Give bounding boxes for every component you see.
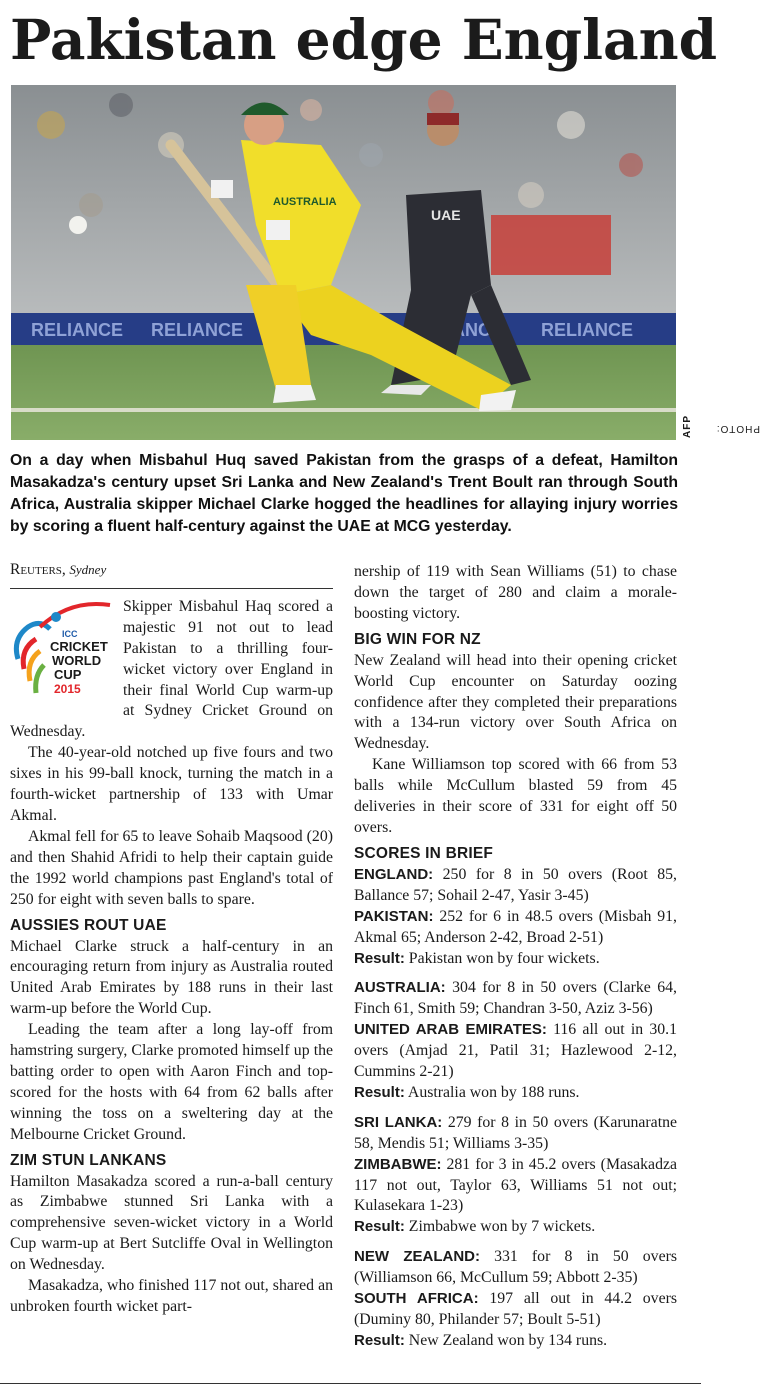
cricket-photo-illustration [11, 85, 676, 440]
subheading: SCORES IN BRIEF [354, 844, 494, 862]
news-photo [11, 85, 676, 440]
standfirst: On a day when Misbahul Huq saved Pakistan from the grasps of a defeat, Hamilton Masakadza's century upset Sri Lanka and New Zealand's Trent Boult ran through South Africa, Australia skipper Michael Clarke hogged the headlines for allaying injury worries by scoring a fluent half-century against the UAE at MCG yesterday. [10, 452, 678, 535]
paragraph: Skipper Misbahul Haq scored a majestic 91 not out to lead Pakistan to a thrilling four-wicket victory over England in their final World Cup warm-up at Sydney Cricket Ground on Wednesday. [10, 597, 333, 741]
paragraph: Kane Williamson top scored with 66 from 53 balls while McCullum blasted 59 from 45 deliveries in their score of 331 for eight off 50 overs. [354, 756, 677, 836]
photo-credit-source: AFP [682, 415, 693, 438]
score-result: Result: Zimbabwe won by 7 wickets. [354, 1218, 596, 1236]
paragraph: New Zealand will head into their opening cricket World Cup encounter on Saturday oozing confidence after they completed their preparations with a 134-run victory over South Africa on Wednesday. [354, 651, 677, 753]
score-result: Result: Australia won by 188 runs. [354, 1083, 580, 1101]
paragraph: Akmal fell for 65 to leave Sohaib Maqsood (20) and then Shahid Afridi to help their captain guide the 1992 world champions past England's total of 250 for eight with seven balls to spare. [10, 827, 333, 908]
svg-text:CRICKET: CRICKET [50, 638, 108, 654]
score-line: SOUTH AFRICA: 197 all out in 44.2 overs (Duminy 80, Philander 57; Boult 5-51) [354, 1290, 677, 1328]
paragraph: Michael Clarke struck a half-century in an encouraging return from injury as Australia routed United Arab Emirates by 188 runs in their last warm-up before the World Cup. [10, 937, 333, 1018]
byline-agency: Reuters, [10, 561, 66, 578]
subheading: BIG WIN FOR NZ [354, 630, 481, 648]
svg-text:UAE: UAE [431, 207, 461, 223]
article-column-1 [10, 560, 333, 1318]
score-result: Result: New Zealand won by 134 runs. [354, 1331, 608, 1349]
score-line: PAKISTAN: 252 for 6 in 48.5 overs (Misbah 91, Akmal 65; Anderson 2-42, Broad 2-51) [354, 907, 677, 946]
svg-text:2015: 2015 [54, 681, 81, 696]
svg-text:CUP: CUP [54, 666, 82, 682]
svg-text:RELIANCE: RELIANCE [541, 320, 634, 340]
cricket-world-cup-logo [10, 599, 113, 703]
svg-text:AUSTRALIA: AUSTRALIA [273, 196, 337, 208]
svg-text:RELIANCE: RELIANCE [31, 320, 124, 340]
headline: Pakistan edge England [10, 7, 718, 72]
svg-text:ICC: ICC [62, 628, 78, 639]
svg-text:RELIANCE: RELIANCE [151, 320, 244, 340]
paragraph: Leading the team after a long lay-off from hamstring surgery, Clarke promoted himself up the batting order to open with Aaron Finch and top-scored for the hosts with 64 from 62 balls after winning the toss on a sweltering day at the Melbourne Cricket Ground. [10, 1021, 333, 1143]
score-line: NEW ZEALAND: 331 for 8 in 50 overs (Williamson 66, McCullum 59; Abbott 2-35) [354, 1248, 677, 1287]
score-line: UNITED ARAB EMIRATES: 116 all out in 30.1 overs (Amjad 21, Patil 31; Hazlewood 2-12, Cummins 2-21) [354, 1021, 677, 1081]
byline-place: Sydney [69, 562, 107, 577]
score-line: AUSTRALIA: 304 for 8 in 50 overs (Clarke 64, Finch 61, Smith 59; Chandran 3-50, Aziz 3-56) [354, 979, 677, 1018]
subheading: ZIM STUN LANKANS [10, 1151, 167, 1169]
photo-credit-label: PHOTO: [715, 423, 760, 434]
score-line: ENGLAND: 250 for 8 in 50 overs (Root 85, Ballance 57; Sohail 2-47, Yasir 3-45) [354, 865, 677, 904]
bottom-rule [0, 1383, 701, 1384]
byline [10, 560, 333, 589]
paragraph: The 40-year-old notched up five fours and two sixes in his 99-ball knock, turning the match in a fourth-wicket partnership of 133 with Umar Akmal. [10, 744, 333, 824]
article-column-2 [354, 562, 677, 1352]
photo-credit [678, 360, 760, 440]
score-result: Result: Pakistan won by four wickets. [354, 949, 600, 967]
svg-text:WORLD: WORLD [52, 652, 102, 668]
subheading: AUSSIES ROUT UAE [10, 916, 167, 934]
paragraph: Masakadza, who finished 117 not out, shared an unbroken fourth wicket part- [10, 1277, 333, 1315]
score-line: SRI LANKA: 279 for 8 in 50 overs (Karunaratne 58, Mendis 51; Williams 3-35) [354, 1113, 677, 1152]
paragraph: nership of 119 with Sean Williams (51) to chase down the target of 280 and claim a morale-boosting victory. [354, 563, 677, 622]
score-line: ZIMBABWE: 281 for 3 in 45.2 overs (Masakadza 117 not out, Taylor 63, Williams 51 not out; Kulasekara 1-23) [354, 1155, 677, 1215]
paragraph: Hamilton Masakadza scored a run-a-ball century as Zimbabwe stunned Sri Lanka with a comprehensive seven-wicket victory in a World Cup warm-up at Bert Sutcliffe Oval in Wellington on Wednesday. [10, 1172, 333, 1274]
